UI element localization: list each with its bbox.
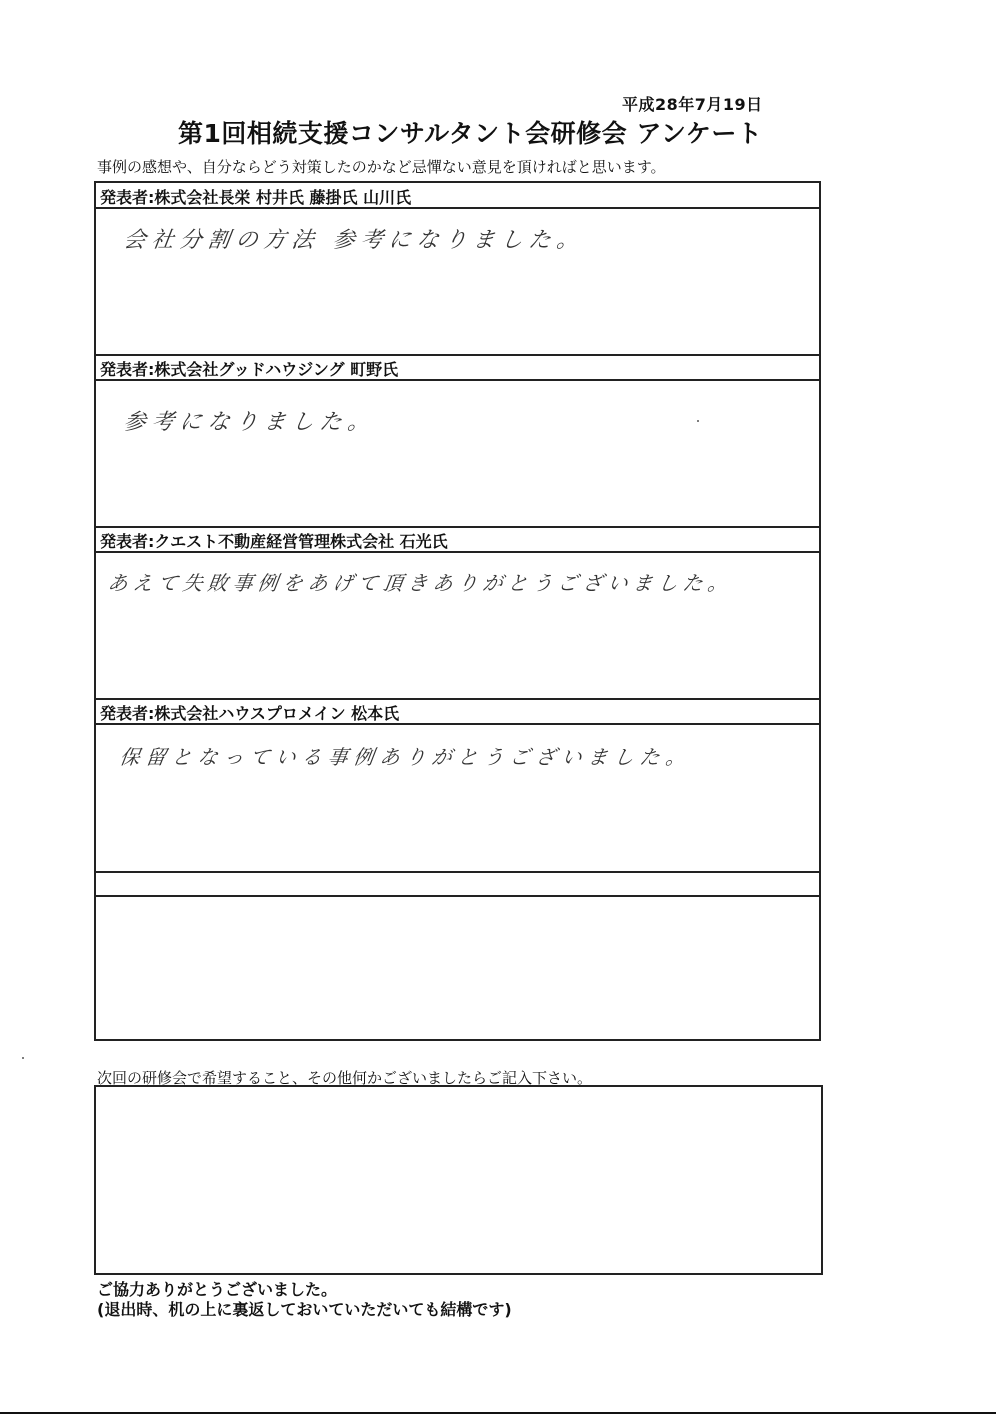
request-label: 次回の研修会で希望すること、その他何かございましたらご記入下さい。 [97,1069,593,1087]
footer-note: (退出時、机の上に裏返しておいていただいても結構です) [97,1300,512,1319]
scan-speck [697,420,699,422]
divider [96,551,819,553]
intro-text: 事例の感想や、自分ならどう対策したのかなど忌憚ない意見を頂ければと思います。 [97,158,666,176]
presenter-label-1: 発表者:株式会社長栄 村井氏 藤掛氏 山川氏 [100,188,412,207]
page-title: 第1回相続支援コンサルタント会研修会 アンケート [178,119,763,148]
handwritten-comment-4[interactable]: 保留となっている事例ありがとうございました。 [118,745,694,769]
divider [96,207,819,209]
divider [96,871,819,873]
presenter-label-4: 発表者:株式会社ハウスプロメイン 松本氏 [100,704,400,723]
divider [96,379,819,381]
scan-speck [22,1057,24,1059]
survey-date: 平成28年7月19日 [622,95,763,114]
handwritten-comment-2[interactable]: 参考になりました。 [121,410,378,435]
request-input-box[interactable] [94,1085,823,1275]
divider [96,723,819,725]
divider [96,895,819,897]
presenter-label-3: 発表者:クエスト不動産経営管理株式会社 石光氏 [100,532,448,551]
divider [96,354,819,356]
divider [96,526,819,528]
presenter-label-2: 発表者:株式会社グッドハウジング 町野氏 [100,360,399,379]
thanks-text: ご協力ありがとうございました。 [97,1280,338,1299]
divider [96,698,819,700]
feedback-form-frame [94,181,821,1041]
handwritten-comment-1[interactable]: 会社分割の方法 参考になりました。 [121,228,587,253]
handwritten-comment-3[interactable]: あえて失敗事例をあげて頂きありがとうございました。 [106,571,735,595]
